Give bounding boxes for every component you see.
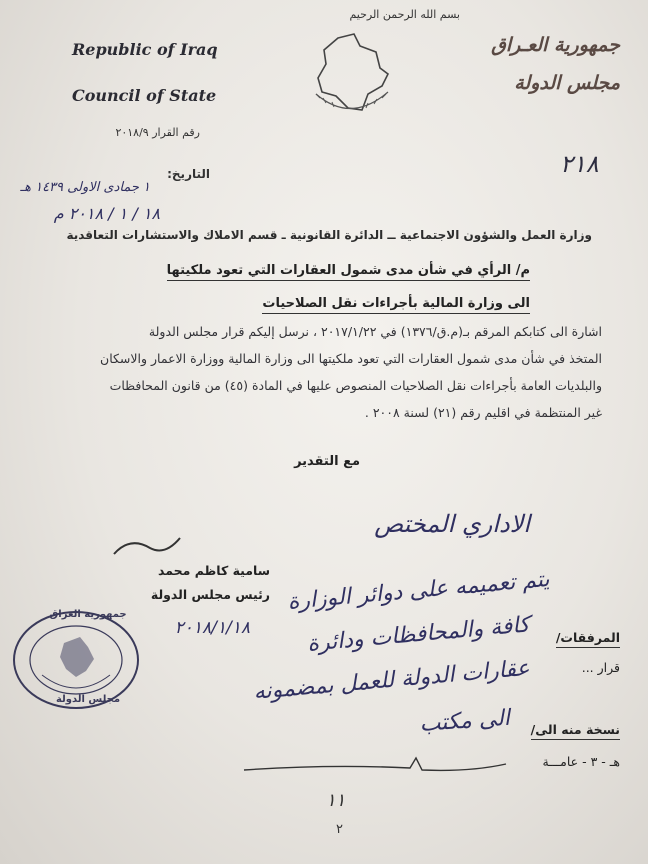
regards: مع التقدير [294,454,360,469]
signer-title: رئيس مجلس الدولة [150,587,270,602]
date-hijri: ١ جمادى الاولى ١٤٣٩ هـ [20,180,150,195]
signature-date: ٢٠١٨/١/١٨ [174,618,250,638]
handwritten-note-header: الاداري المختص [374,510,530,538]
body-line-1: اشارة الى كتابكم المرقم بـ(م.ق/١٣٧٦) في ٢٠١٧/١/٢٢ ، نرسل إليكم قرار مجلس الدولة [148,324,602,339]
republic-ar: جمهورية العـراق [491,34,620,56]
attachments-item: قرار ... [581,660,620,675]
letter-body [46,318,602,426]
decision-number: رقم القرار ٢٠١٨/٩ [115,126,200,139]
handwritten-note-line-3: كافة والمحافظات ودائرة [306,612,531,657]
handwritten-line [240,750,510,780]
copy-to-label: نسخة منه الى/ [531,722,620,740]
signer-name: سامية كاظم محمد [158,563,270,578]
page-number-bottom: ٢ [336,822,343,837]
basmala: بسم الله الرحمن الرحيم [349,8,460,21]
date-label: التاريخ: [167,167,210,181]
body-line-3: والبلديات العامة بأجراءات نقل الصلاحيات المنصوص عليها في المادة (٤٥) من قانون المحافظات [109,378,602,393]
subject-line-2: الى وزارة المالية بأجراءات نقل الصلاحيات [262,296,530,314]
seal-bottom-text: مجلس الدولة [55,694,121,705]
seal-top-text: جمهورية العراق [49,609,127,620]
copy-to-item: هـ - ٣ - عامـــة [542,754,620,769]
council-ar: مجلس الدولة [514,72,620,94]
recipient: وزارة العمل والشؤون الاجتماعية ــ الدائرة القانونية ـ قسم الاملاك والاستشارات التعاقدية [66,228,592,242]
republic-en: Republic of Iraq [72,40,218,59]
page-number-top: ١١ [326,790,346,811]
date-gregorian: ١٨ / ١ / ٢٠١٨ م [53,204,160,223]
council-en: Council of State [72,86,217,105]
iraq-map-emblem [296,24,406,124]
signature-scribble [110,530,190,560]
attachments-label: المرفقات/ [556,630,620,648]
handwritten-note-line-4: عقارات الدولة للعمل بمضمونه [252,655,531,705]
handwritten-number: ٢١٨ [560,150,599,178]
body-line-4: غير المنتظمة في اقليم رقم (٢١) لسنة ٢٠٠٨ . [364,405,602,420]
subject-line-1: م/ الرأي في شأن مدى شمول العقارات التي تعود ملكيتها [167,263,530,281]
handwritten-note-line-2: يتم تعميمه على دوائر الوزارة [286,566,551,615]
body-line-2: المتخذ في شأن مدى شمول العقارات التي تعود ملكيتها الى وزارة المالية ووزارة الاعمار والاسكان [100,351,602,366]
handwritten-note-line-5: الى مكتب [418,705,511,737]
